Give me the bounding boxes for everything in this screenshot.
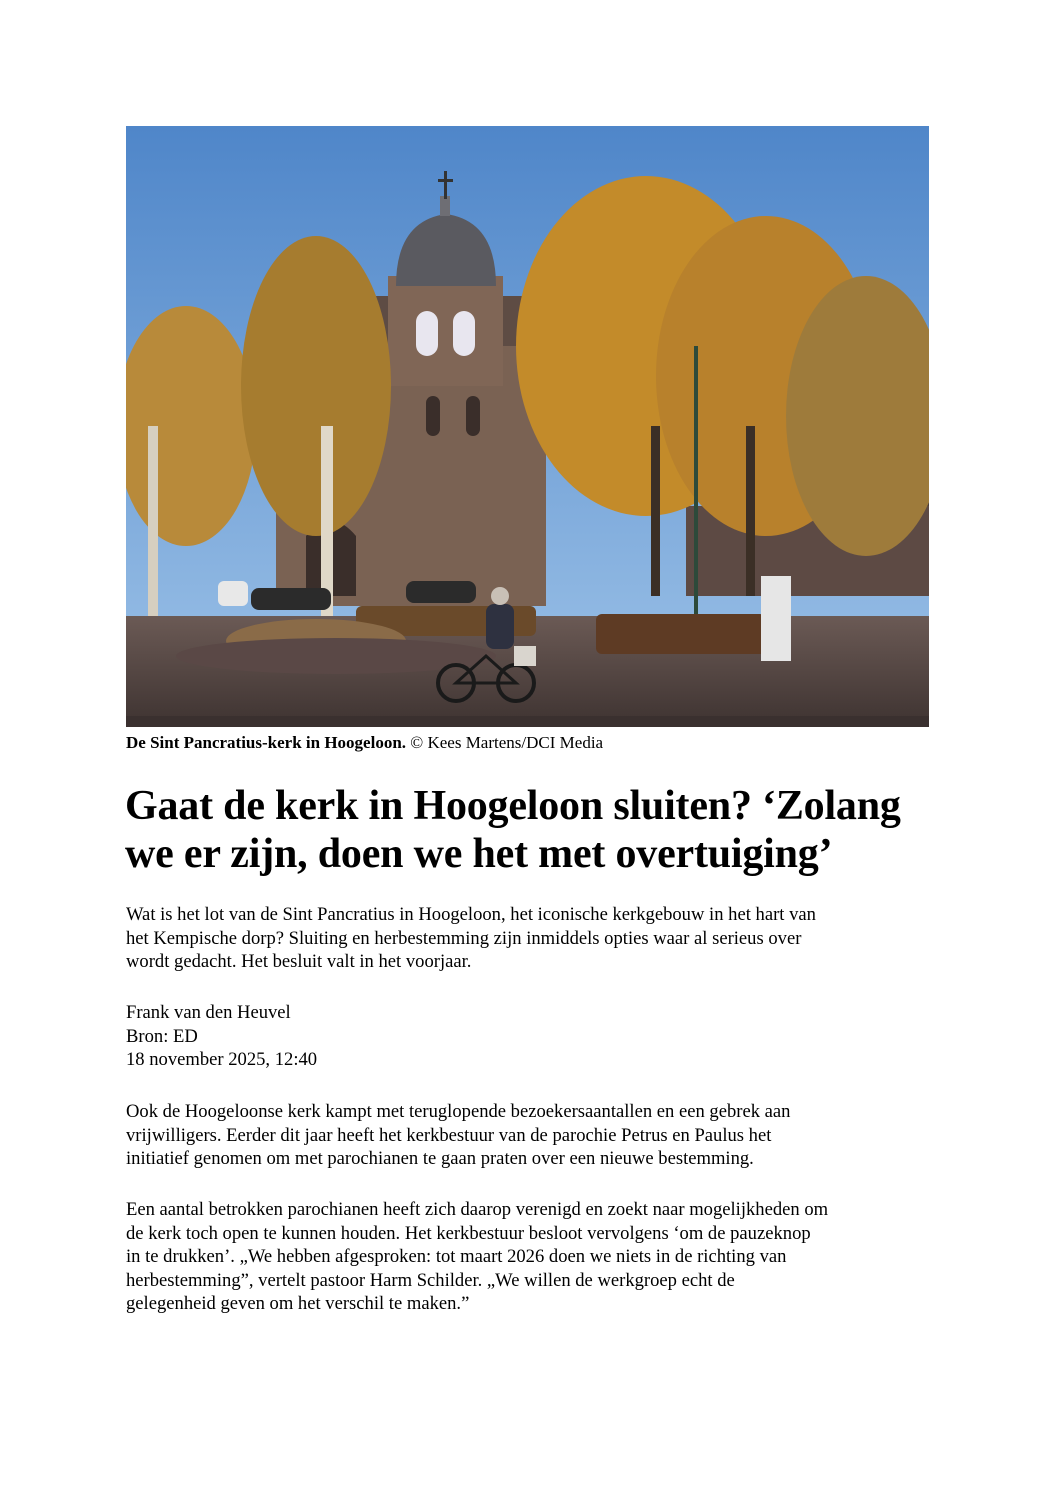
source-label: Bron: ED — [126, 1025, 198, 1047]
church-photo-illustration — [126, 126, 929, 727]
caption-title: De Sint Pancratius-kerk in Hoogeloon. — [126, 733, 407, 752]
photo-caption — [126, 732, 603, 754]
intro-line: het Kempische dorp? Sluiting en herbestemming zijn inmiddels opties waar al serieus over — [126, 927, 802, 949]
body-line: Een aantal betrokken parochianen heeft zich daarop verenigd en zoekt naar mogelijkheden om — [126, 1199, 829, 1220]
body-line: gelegenheid geven om het verschil te maken.” — [126, 1293, 470, 1314]
body-line: vrijwilligers. Eerder dit jaar heeft het kerkbestuur van de parochie Petrus en Paulus het — [126, 1124, 772, 1146]
article-photo — [126, 126, 929, 727]
body-line: initiatief genomen om met parochianen te gaan praten over een nieuwe bestemming. — [126, 1148, 754, 1169]
body-paragraph-2 — [126, 1198, 936, 1316]
article-meta — [126, 1001, 936, 1072]
body-line: in te drukken’. „We hebben afgesproken: tot maart 2026 doen we niets in de richting van — [126, 1246, 787, 1267]
body-line: de kerk toch open te kunnen houden. Het kerkbestuur besloot vervolgens ‘om de pauzeknop — [126, 1222, 811, 1244]
intro-line: wordt gedacht. Het besluit valt in het voorjaar. — [126, 951, 472, 972]
headline-line: Gaat de kerk in Hoogeloon sluiten? ‘Zolang — [125, 783, 901, 829]
article-headline — [125, 782, 945, 878]
caption-credit: © Kees Martens/DCI Media — [410, 733, 604, 752]
body-line: Ook de Hoogeloonse kerk kampt met teruglopende bezoekersaantallen en een gebrek aan — [126, 1101, 791, 1122]
article-intro — [126, 903, 936, 974]
publish-date: 18 november 2025, 12:40 — [126, 1049, 318, 1070]
intro-line: Wat is het lot van de Sint Pancratius in Hoogeloon, het iconische kerkgebouw in het hart van — [126, 904, 816, 925]
headline-line: we er zijn, doen we het met overtuiging’ — [125, 831, 833, 877]
body-paragraph-1 — [126, 1100, 936, 1171]
body-line: herbestemming”, vertelt pastoor Harm Schilder. „We willen de werkgroep echt de — [126, 1269, 735, 1291]
author-name: Frank van den Heuvel — [126, 1002, 291, 1023]
